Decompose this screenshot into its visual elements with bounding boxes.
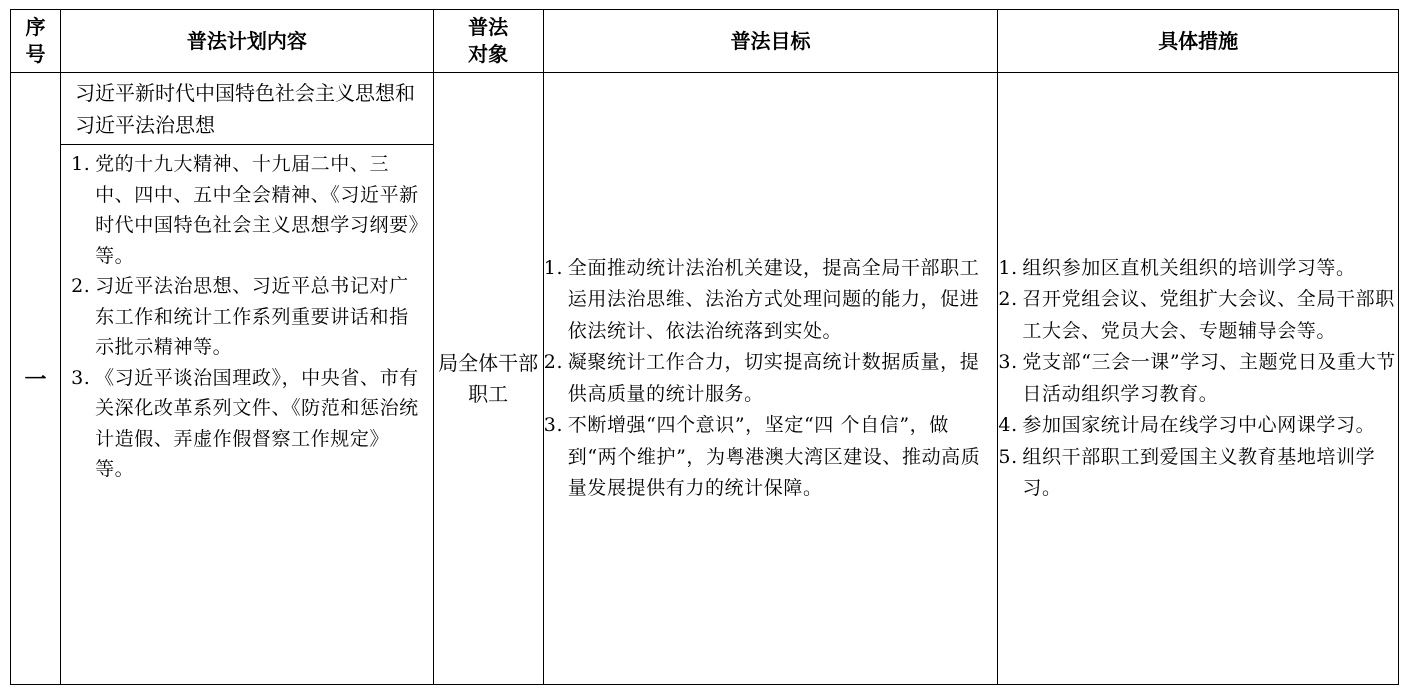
list-item-text: 凝聚统计工作合力，切实提高统计数据质量，提供高质量的统计服务。 [567, 351, 980, 405]
list-item-text: 全面推动统计法治机关建设，提高全局干部职工运用法治思维、法治方式处理问题的能力，促进依法统计、依法治统落到实处。 [567, 256, 980, 342]
list-item-number: 1. [543, 256, 564, 279]
table-row [11, 73, 1399, 685]
list-item-number: 5. [998, 445, 1018, 468]
row-seq: 一 [11, 73, 61, 685]
list-item [544, 410, 998, 505]
list-item-number: 3. [543, 414, 564, 437]
list-item-number: 2. [71, 275, 91, 298]
header-seq: 序 号 [11, 10, 61, 73]
list-item-text: 参加国家统计局在线学习中心网课学习。 [1022, 414, 1376, 437]
list-item-text: 组织干部职工到爱国主义教育基地培训学习。 [1022, 445, 1376, 500]
list-item-text: 《习近平谈治国理政》，中央省、市有关深化改革系列文件、《防范和惩治统计造假、弄虚作假督察工作规定》等。 [95, 366, 419, 481]
list-item [71, 271, 425, 363]
list-item-text: 召开党组会议、党组扩大会议、全局干部职工大会、党员大会、专题辅导会等。 [1022, 288, 1395, 342]
list-item-text: 党支部“三会一课”学习、主题党日及重大节日活动组织学习教育。 [1022, 351, 1396, 405]
measure-list [998, 253, 1398, 505]
row-target: 局全体干部职工 [433, 73, 543, 685]
header-content: 普法计划内容 [61, 10, 434, 73]
row-measures [998, 73, 1399, 685]
list-item-text: 组织参加区直机关组织的培训学习等。 [1022, 256, 1356, 279]
list-item-number: 1. [998, 256, 1018, 279]
header-target: 普法 对象 [433, 10, 543, 73]
list-item-text: 党的十九大精神、十九届二中、三中、四中、五中全会精神、《习近平新时代中国特色社会主义思想学习纲要》等。 [95, 153, 419, 267]
list-item-number: 3. [71, 366, 91, 389]
list-item [71, 149, 425, 271]
list-item-number: 2. [543, 351, 564, 374]
content-title: 习近平新时代中国特色社会主义思想和习近平法治思想 [61, 73, 433, 145]
goal-list [544, 253, 998, 505]
list-item [998, 347, 1398, 410]
list-item [998, 442, 1398, 505]
list-item [998, 410, 1398, 442]
list-item [544, 253, 998, 348]
list-item [998, 284, 1398, 347]
row-content [61, 73, 434, 685]
list-item-text: 不断增强“四个意识”，坚定“四 个自信”，做到“两个维护”，为粤港澳大湾区建设、推动高质量发展提供有力的统计保障。 [567, 414, 981, 500]
list-item-number: 1. [71, 153, 91, 176]
list-item [71, 363, 425, 485]
list-item [544, 347, 998, 410]
header-row [11, 10, 1399, 73]
content-list [71, 149, 425, 485]
row-goal [543, 73, 998, 685]
list-item [998, 253, 1398, 285]
list-item-text: 习近平法治思想、习近平总书记对广东工作和统计工作系列重要讲话和指示批示精神等。 [95, 275, 409, 359]
list-item-number: 3. [998, 351, 1018, 374]
header-measures: 具体措施 [998, 10, 1399, 73]
list-item-number: 4. [998, 414, 1018, 437]
header-goal: 普法目标 [543, 10, 998, 73]
plan-table [10, 9, 1399, 685]
list-item-number: 2. [998, 288, 1018, 311]
